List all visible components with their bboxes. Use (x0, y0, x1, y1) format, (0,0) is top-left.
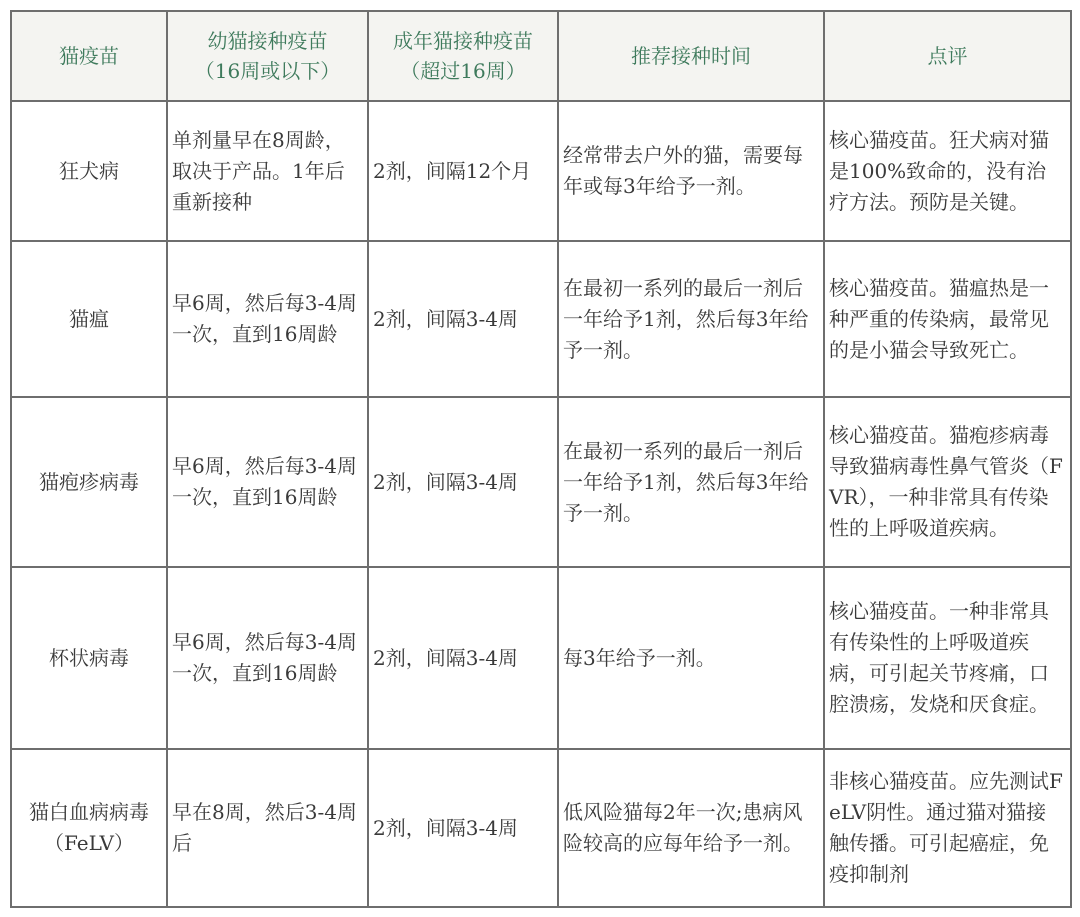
header-kitten-line1: 幼猫接种疫苗 (207, 29, 328, 53)
table-row (11, 567, 1071, 749)
schedule-cell: 每3年给予一剂。 (558, 567, 824, 749)
header-adult-line1: 成年猫接种疫苗 (393, 29, 533, 53)
table-row (11, 749, 1071, 907)
table-header-row (11, 11, 1071, 101)
header-comment: 点评 (824, 11, 1071, 101)
kitten-cell: 早6周，然后每3-4周一次，直到16周龄 (167, 241, 368, 397)
vaccine-name-cell (11, 567, 167, 749)
adult-cell: 2剂，间隔3-4周 (368, 567, 558, 749)
table-row (11, 241, 1071, 397)
vaccine-name-cell (11, 101, 167, 241)
header-schedule: 推荐接种时间 (558, 11, 824, 101)
vaccine-name: 猫疱疹病毒 (39, 469, 139, 494)
table-row (11, 101, 1071, 241)
vaccine-name: 猫瘟 (69, 306, 109, 331)
header-kitten (167, 11, 368, 101)
vaccine-name-cell (11, 397, 167, 567)
schedule-cell: 低风险猫每2年一次;患病风险较高的应每年给予一剂。 (558, 749, 824, 907)
vaccine-table-container (10, 10, 1070, 908)
header-adult (368, 11, 558, 101)
adult-cell: 2剂，间隔12个月 (368, 101, 558, 241)
vaccine-name: 猫白血病病毒 (29, 800, 149, 824)
kitten-cell: 单剂量早在8周龄，取决于产品。1年后重新接种 (167, 101, 368, 241)
header-vaccine: 猫疫苗 (11, 11, 167, 101)
schedule-cell: 经常带去户外的猫，需要每年或每3年给予一剂。 (558, 101, 824, 241)
header-adult-line2: （超过16周） (400, 59, 526, 83)
comment-cell: 核心猫疫苗。猫疱疹病毒导致猫病毒性鼻气管炎（FVR），一种非常具有传染性的上呼吸道疾病。 (824, 397, 1071, 567)
kitten-cell: 早在8周，然后3-4周后 (167, 749, 368, 907)
cat-vaccine-table (10, 10, 1072, 908)
schedule-cell: 在最初一系列的最后一剂后一年给予1剂，然后每3年给予一剂。 (558, 397, 824, 567)
schedule-cell: 在最初一系列的最后一剂后一年给予1剂，然后每3年给予一剂。 (558, 241, 824, 397)
vaccine-name-cell (11, 241, 167, 397)
table-row (11, 397, 1071, 567)
vaccine-name: 杯状病毒 (49, 645, 129, 670)
comment-cell: 核心猫疫苗。狂犬病对猫是100%致命的，没有治疗方法。预防是关键。 (824, 101, 1071, 241)
comment-cell: 非核心猫疫苗。应先测试FeLV阴性。通过猫对猫接触传播。可引起癌症，免疫抑制剂 (824, 749, 1071, 907)
vaccine-abbreviation: （FeLV） (44, 831, 134, 855)
vaccine-name-cell (11, 749, 167, 907)
header-kitten-line2: （16周或以下） (194, 59, 341, 83)
comment-cell: 核心猫疫苗。一种非常具有传染性的上呼吸道疾病，可引起关节疼痛，口腔溃疡，发烧和厌食症。 (824, 567, 1071, 749)
adult-cell: 2剂，间隔3-4周 (368, 241, 558, 397)
adult-cell: 2剂，间隔3-4周 (368, 749, 558, 907)
vaccine-name: 狂犬病 (59, 158, 119, 183)
adult-cell: 2剂，间隔3-4周 (368, 397, 558, 567)
kitten-cell: 早6周，然后每3-4周一次，直到16周龄 (167, 397, 368, 567)
kitten-cell: 早6周，然后每3-4周一次，直到16周龄 (167, 567, 368, 749)
comment-cell: 核心猫疫苗。猫瘟热是一种严重的传染病，最常见的是小猫会导致死亡。 (824, 241, 1071, 397)
